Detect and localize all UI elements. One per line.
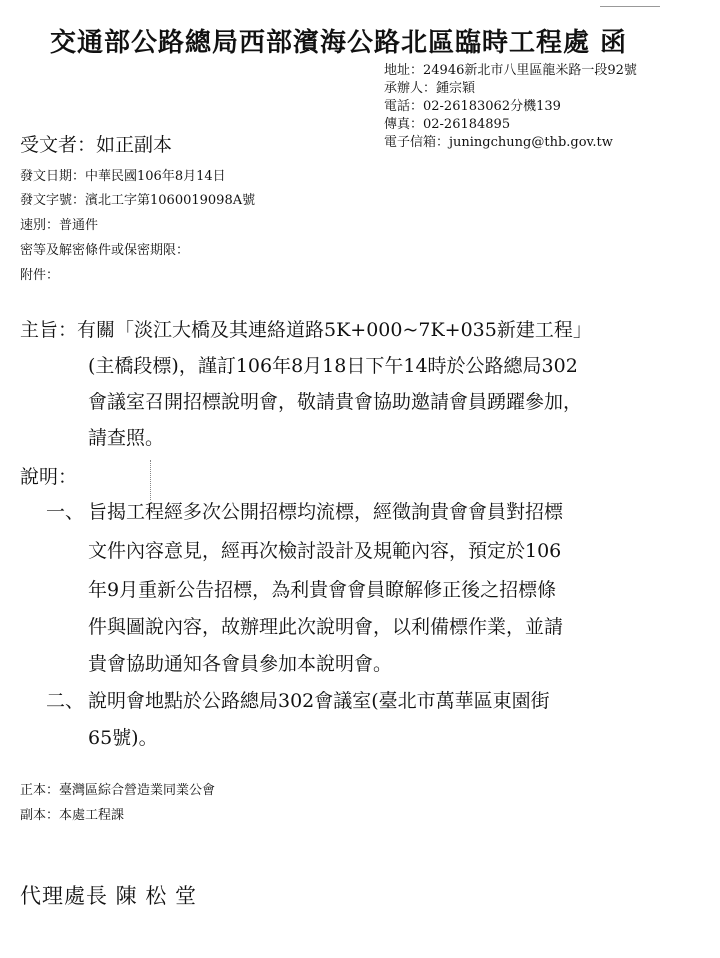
item-2-line-1: 說明會地點於公路總局302會議室(臺北市萬華區東園街 [88, 690, 550, 712]
document-number: 發文字號：濱北工字第1060019098A號 [20, 193, 256, 208]
document-title: 交通部公路總局西部濱海公路北區臨時工程處 函 [50, 28, 628, 58]
item-1-line-2: 文件內容意見，經再次檢討設計及規範內容，預定於106 [88, 540, 562, 562]
item-1-line-1: 旨揭工程經多次公開招標均流標，經徵詢貴會會員對招標 [88, 501, 564, 523]
issue-date: 發文日期：中華民國106年8月14日 [20, 169, 226, 184]
delivery-speed: 速別：普通件 [20, 218, 99, 233]
item-1-number: 一、 [46, 501, 85, 523]
item-2-number: 二、 [46, 690, 85, 712]
signatory: 代理處長 陳 松 堂 [20, 884, 198, 908]
contact-handler: 承辦人：鍾宗穎 [384, 81, 476, 96]
subject-line-3: 會議室召開招標說明會，敬請貴會協助邀請會員踴躍參加， [88, 391, 583, 413]
contact-fax: 傳真：02-26184895 [384, 117, 511, 132]
item-1-line-4: 件與圖說內容，故辦理此次說明會，以利備標作業，並請 [88, 616, 564, 638]
explanation-heading: 說明： [20, 466, 78, 488]
scan-artifact-top [600, 0, 660, 7]
item-1-line-3: 年9月重新公告招標，為利貴會會員瞭解修正後之招標條 [88, 579, 557, 601]
recipient-line: 受文者：如正副本 [20, 134, 173, 156]
item-1-line-5: 貴會協助通知各會員參加本說明會。 [88, 653, 393, 675]
contact-phone: 電話：02-26183062分機139 [384, 99, 561, 114]
subject-line-4: 請查照。 [88, 427, 165, 449]
subject-line-1: 主旨：有關「淡江大橋及其連絡道路5K+000~7K+035新建工程」 [20, 319, 592, 341]
secrecy-level: 密等及解密條件或保密期限： [20, 243, 190, 258]
contact-address: 地址：24946新北市八里區龍米路一段92號 [384, 63, 637, 78]
copy-recipient: 副本：本處工程課 [20, 808, 125, 823]
subject-line-2: (主橋段標)，謹訂106年8月18日下午14時於公路總局302 [88, 355, 578, 377]
attachments: 附件： [20, 268, 60, 283]
original-recipient: 正本：臺灣區綜合營造業同業公會 [20, 783, 216, 798]
contact-email: 電子信箱：juningchung@thb.gov.tw [384, 135, 613, 150]
item-2-line-2: 65號)。 [88, 727, 158, 749]
